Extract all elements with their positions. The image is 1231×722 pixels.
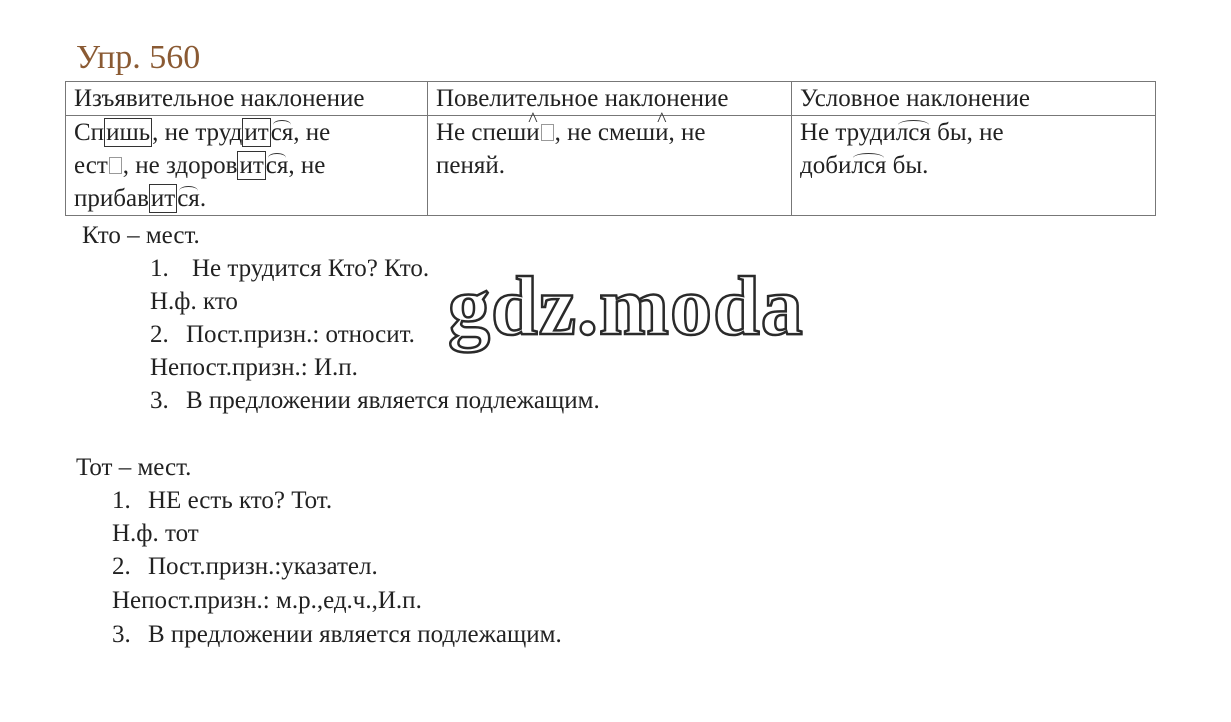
list-number: 2.	[150, 321, 169, 348]
analysis-variable-features: Непост.призн.: м.р.,ед.ч.,И.п.	[112, 587, 422, 614]
analysis-constant-features: Пост.призн.: относит.	[186, 321, 415, 348]
watermark-logo: gdz.moda	[448, 260, 804, 353]
suffix-arc: ся	[270, 119, 294, 146]
suffix-arc: лся	[851, 152, 887, 179]
suffix-arc: лся	[895, 119, 931, 146]
analysis-syntactic-role: В предложении является подлежащим.	[148, 621, 562, 648]
cell-line: прибавится.	[74, 185, 207, 212]
analysis-syntactic-role: В предложении является подлежащим.	[186, 387, 600, 414]
cell-line: Спишь, не трудится, не	[74, 119, 331, 146]
analysis-constant-features: Пост.призн.:указател.	[148, 553, 378, 580]
analysis-item-1: Не трудится Кто? Кто.	[192, 255, 430, 282]
suffix-mark: ^ и	[655, 119, 668, 146]
ending-box: ит	[150, 185, 176, 212]
cell-line: Не спеш^ и , не смеш^ и, не	[436, 116, 783, 149]
list-number: 3.	[112, 621, 131, 648]
exercise-title: Упр. 560	[76, 39, 201, 76]
cell-line: пеняй.	[436, 152, 505, 179]
header-imperative: Повелительное наклонение	[428, 82, 792, 116]
suffix-arc: ся	[177, 185, 200, 212]
analysis-heading: Кто – мест.	[82, 222, 200, 249]
header-indicative: Изъявительное наклонение	[66, 82, 428, 116]
list-number: 1.	[150, 255, 169, 282]
analysis-item-1: НЕ есть кто? Тот.	[148, 487, 333, 514]
cell-line: добился бы.	[800, 152, 929, 179]
list-number: 1.	[112, 487, 131, 514]
ending-box: ишь	[106, 119, 151, 146]
analysis-initial-form: Н.ф. кто	[150, 288, 238, 315]
cell-line: ест , не здоровится, не	[74, 152, 326, 179]
header-conditional: Условное наклонение	[792, 82, 1156, 116]
ending-box: ит	[239, 152, 264, 179]
analysis-heading: Тот – мест.	[76, 454, 192, 481]
list-number: 2.	[112, 553, 131, 580]
analysis-variable-features: Непост.призн.: И.п.	[150, 354, 358, 381]
suffix-mark: ^ и	[526, 119, 539, 146]
ending-box: ит	[244, 119, 269, 146]
cell-line: Не трудился бы, не	[800, 119, 1004, 146]
suffix-arc: ся	[265, 152, 289, 179]
list-number: 3.	[150, 387, 169, 414]
analysis-initial-form: Н.ф. тот	[112, 520, 199, 547]
